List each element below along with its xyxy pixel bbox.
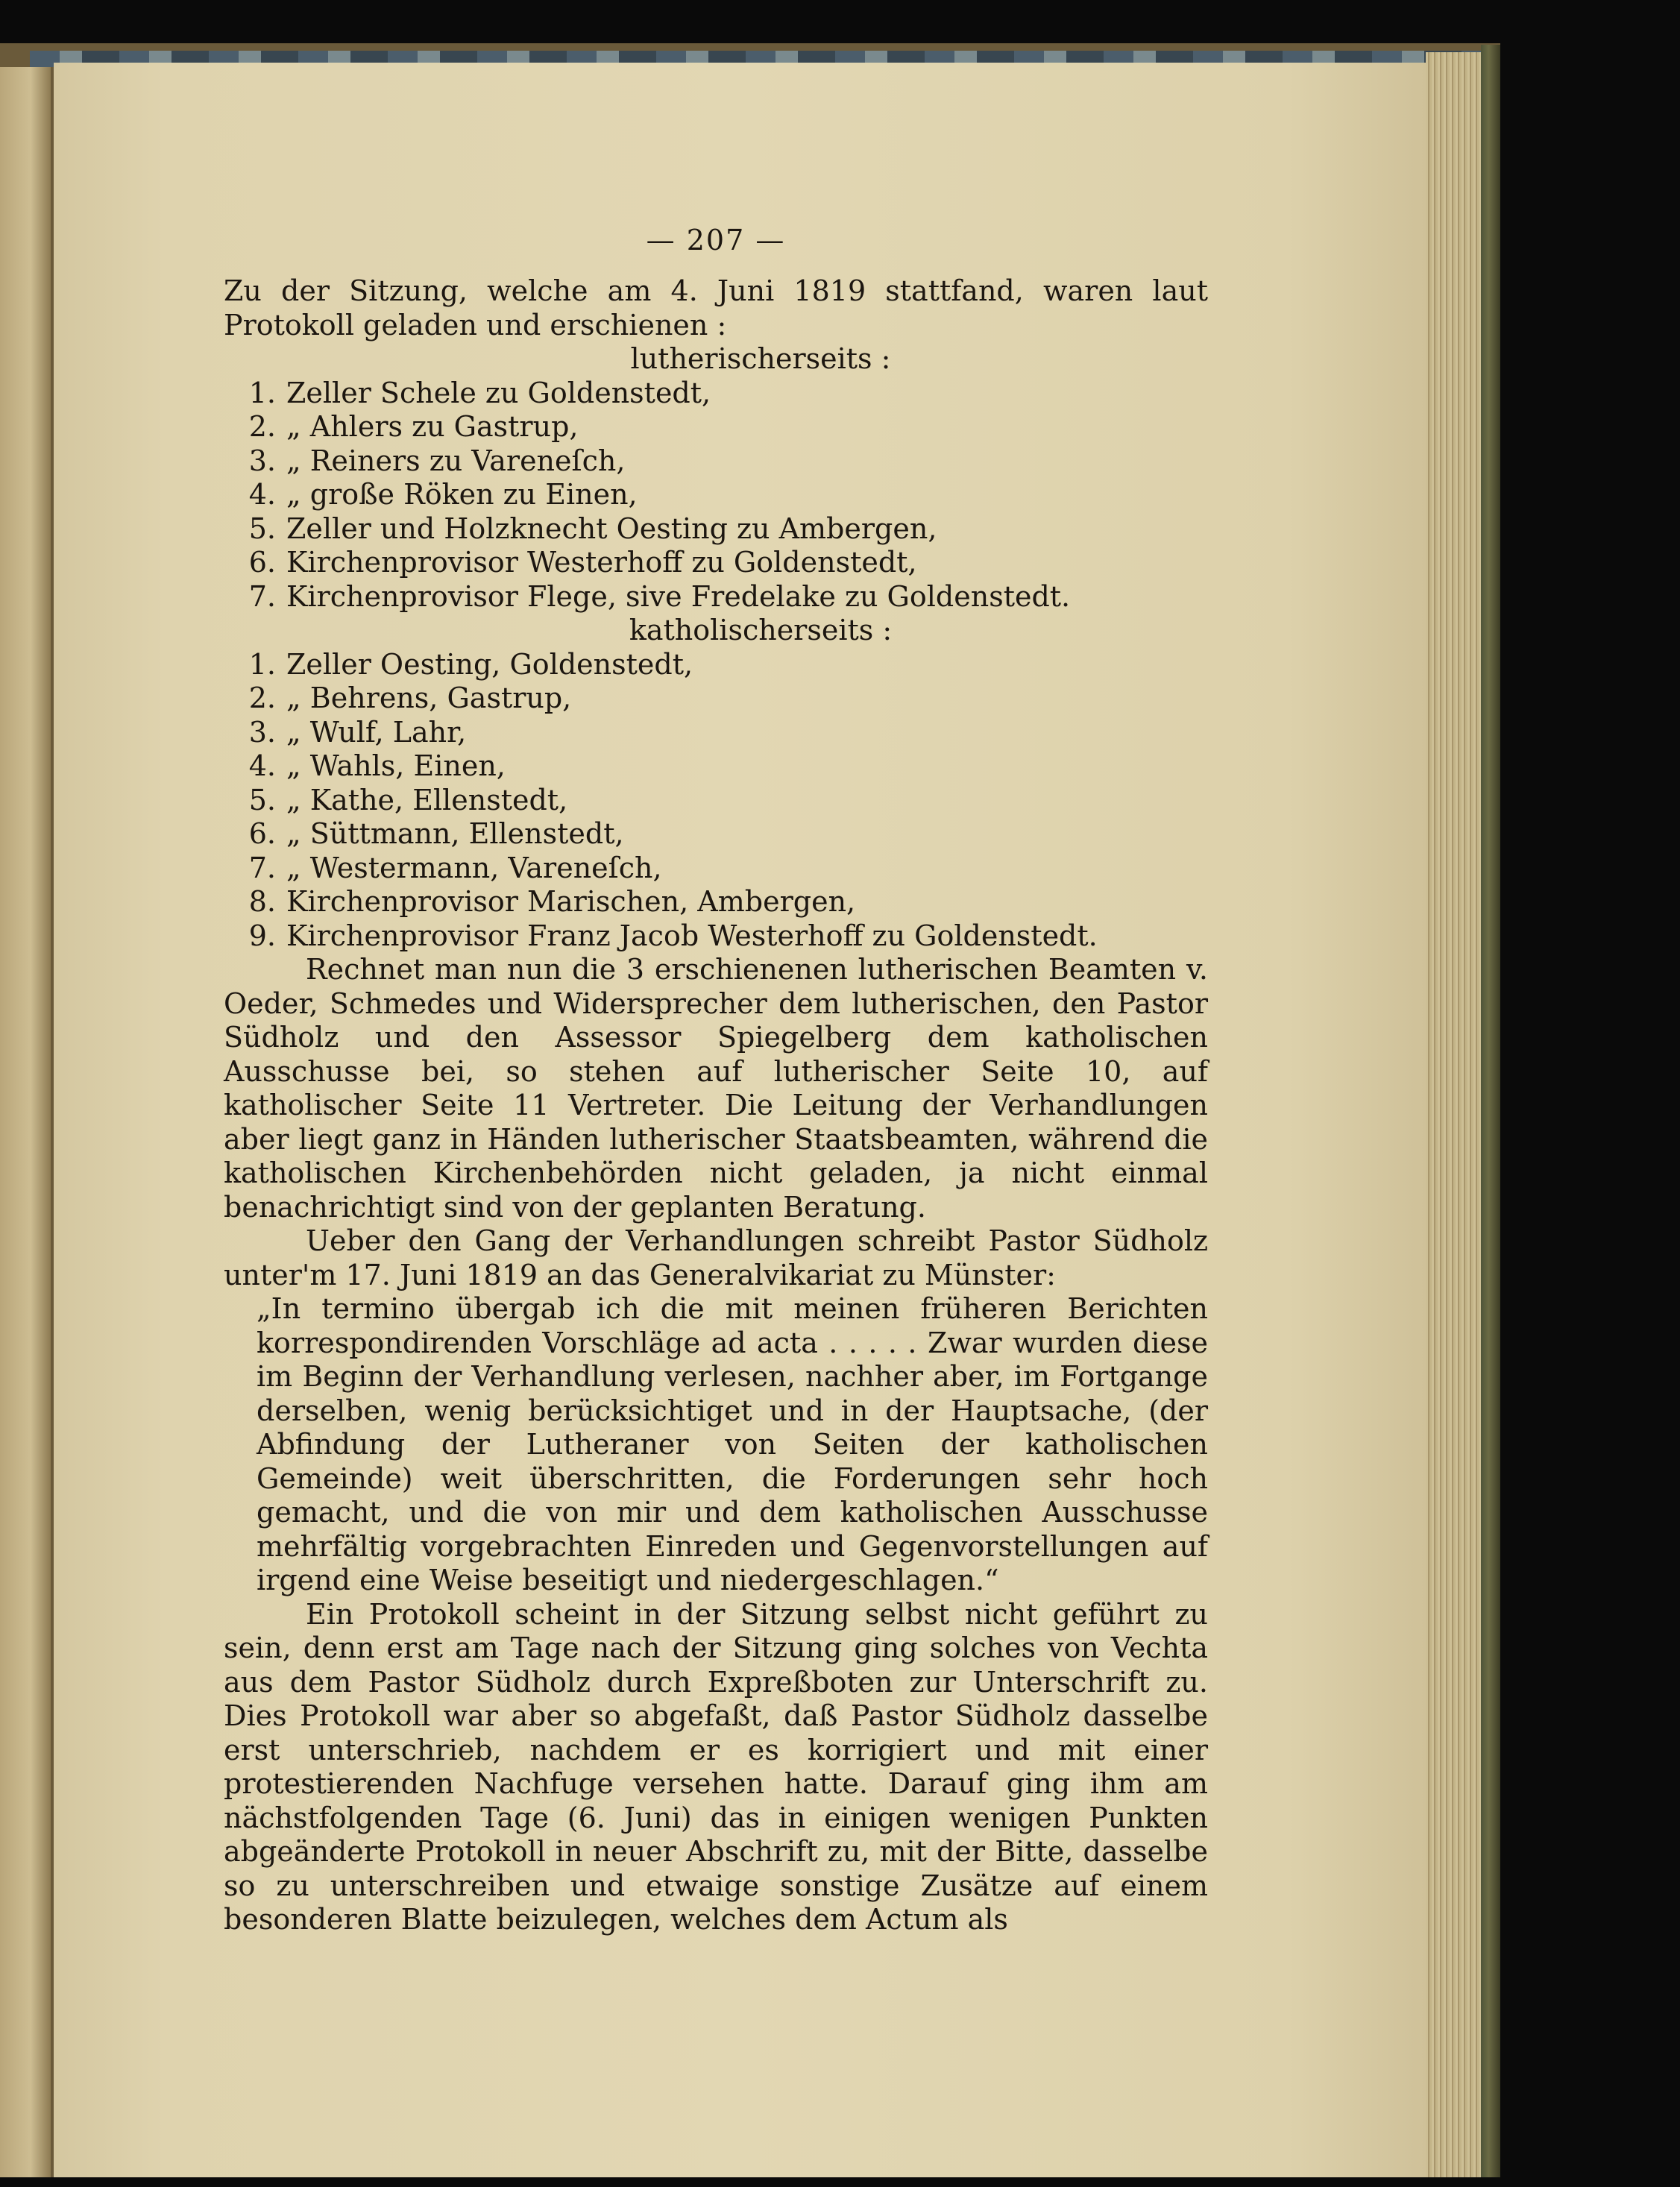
paragraph-1: Rechnet man nun die 3 erschienenen lutherischen Beamten v. Oeder, Schmedes und Widersprecher dem lutherischen, den Pastor Südholz und den Assessor Spiegelberg dem katholischen Ausschusse bei, so stehen auf lutherischer Seite 10, auf katholischer Seite 11 Vertreter. Die Leitung der Verhandlungen aber liegt ganz in Händen lutherischer Staatsbeamten, während die katholischen Kirchenbehörden nicht geladen, ja nicht einmal benachrichtigt sind von der geplanten Beratung.: [224, 953, 1208, 1224]
paragraph-2: Ueber den Gang der Verhandlungen schreibt Pastor Südholz unter'm 17. Juni 1819 an das Generalvikariat zu Münster:: [224, 1224, 1208, 1291]
quote-paragraph: „In termino übergab ich die mit meinen früheren Berichten korrespondirenden Vorschläge ad acta . . . . . Zwar wurden diese im Beginn der Verhandlung verlesen, nachher aber, im Fortgange derselben, wenig berücksichtiget und in der Hauptsache, (der Abfindung der Lutheraner von Seiten der katholischen Gemeinde) weit überschritten, die Forderungen sehr hoch gemacht, und die von mir und dem katholischen Ausschusse mehrfältig vorgebrachten Einreden und Gegenvorstellungen auf irgend eine Weise beseitigt und niedergeschlagen.“: [257, 1292, 1208, 1596]
list-item-number: 2.: [248, 410, 276, 443]
list-item: [224, 784, 1208, 818]
list-item-text: „ Wahls, Einen,: [286, 749, 506, 782]
list-item-number: 2.: [248, 682, 276, 714]
list-item-number: 7.: [248, 579, 276, 613]
list-item: [224, 546, 1208, 580]
list-item-number: 7.: [248, 851, 276, 884]
facing-page-edge: [0, 67, 51, 2177]
list-item: [224, 478, 1208, 512]
list-item: [224, 377, 1208, 411]
list-item-number: 8.: [248, 885, 276, 918]
list-item: [224, 512, 1208, 547]
page-edges: [1426, 52, 1481, 2177]
list-item-text: Zeller und Holzknecht Oesting zu Ambergen,: [286, 512, 937, 545]
list-item-text: „ Westermann, Vareneſch,: [286, 851, 662, 884]
lutheran-list: [224, 377, 1208, 614]
list-item-number: 9.: [248, 919, 276, 952]
catholic-list: [224, 648, 1208, 954]
list-item-number: 4.: [248, 478, 276, 511]
intro-paragraph: Zu der Sitzung, welche am 4. Juni 1819 stattfand, waren laut Protokoll geladen und erschienen :: [224, 274, 1208, 342]
page-text-block: [224, 224, 1208, 1937]
list-item-number: 1.: [248, 376, 276, 409]
list-item: [224, 852, 1208, 886]
list-item-number: 5.: [248, 512, 276, 545]
list-item-number: 1.: [248, 647, 276, 681]
list-item: [224, 817, 1208, 852]
list-item: [224, 716, 1208, 750]
list-item: [224, 749, 1208, 784]
list-item-text: „ Ahlers zu Gastrup,: [286, 410, 579, 443]
list-item: [224, 444, 1208, 479]
list-item: [224, 682, 1208, 716]
list-item-text: Kirchenprovisor Westerhoff zu Goldenstedt,: [286, 546, 917, 579]
paragraph-3: Ein Protokoll scheint in der Sitzung selbst nicht geführt zu sein, denn erst am Tage nach der Sitzung ging solches von Vechta aus dem Pastor Südholz durch Expreßboten zur Unterschrift zu. Dies Protokoll war aber so abgefaßt, daß Pastor Südholz dasselbe erst unterschrieb, nachdem er es korrigiert und mit einer protestierenden Nachfuge versehen hatte. Darauf ging ihm am nächstfolgenden Tage (6. Juni) das in einigen wenigen Punkten abgeänderte Protokoll in neuer Abschrift zu, mit der Bitte, dasselbe so zu unterschreiben und etwaige sonstige Zusätze auf einem besonderen Blatte beizulegen, welches dem Actum als: [224, 1597, 1208, 1936]
list-item: [224, 885, 1208, 919]
list-item-text: „ Reiners zu Vareneſch,: [286, 444, 626, 477]
list-item: [224, 919, 1208, 954]
list-item-number: 6.: [248, 546, 276, 579]
list-item-number: 6.: [248, 817, 276, 850]
list-item-text: „ Kathe, Ellenstedt,: [286, 783, 568, 816]
list-item-number: 4.: [248, 749, 276, 782]
book-cover-edge: [1481, 45, 1500, 2177]
catholic-heading: katholischerseits :: [629, 614, 893, 646]
list-item: [224, 410, 1208, 444]
list-item-text: Kirchenprovisor Flege, sive Fredelake zu Goldenstedt.: [286, 579, 1071, 613]
list-item-text: Zeller Oesting, Goldenstedt,: [286, 647, 693, 681]
list-item-text: Kirchenprovisor Franz Jacob Westerhoff zu Goldenstedt.: [286, 919, 1098, 952]
list-item-text: Zeller Schele zu Goldenstedt,: [286, 376, 711, 409]
list-item-text: Kirchenprovisor Marischen, Ambergen,: [286, 885, 856, 918]
list-item-text: „ Süttmann, Ellenstedt,: [286, 817, 624, 850]
list-item-text: „ große Röken zu Einen,: [286, 478, 638, 511]
list-item: [224, 648, 1208, 682]
list-item-text: „ Behrens, Gastrup,: [286, 682, 572, 714]
list-item-text: „ Wulf, Lahr,: [286, 715, 467, 749]
list-item: [224, 580, 1208, 614]
list-item-number: 5.: [248, 783, 276, 816]
page-number: — 207 —: [646, 224, 786, 257]
list-item-number: 3.: [248, 715, 276, 749]
lutheran-heading: lutherischerseits :: [630, 342, 891, 375]
list-item-number: 3.: [248, 444, 276, 477]
